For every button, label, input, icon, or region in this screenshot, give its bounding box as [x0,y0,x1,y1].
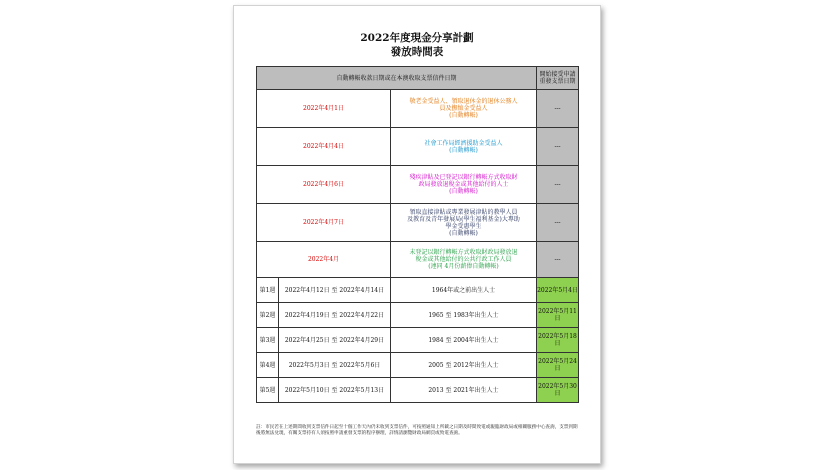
document-title: 2022年度現金分享計劃 [360,32,474,44]
group-reissue-date: --- [537,242,579,278]
group-description-line: (自動轉帳) [449,188,478,195]
group-reissue-date: --- [537,166,579,204]
week-label: 第4週 [257,353,279,378]
week-date-range: 2022年4月12日 至 2022年4月14日 [279,278,391,303]
group-description [391,90,537,128]
week-birth-years: 2013 至 2021年出生人士 [391,378,537,403]
group-date: 2022年4月1日 [257,90,391,128]
document-page [233,5,601,464]
group-row [257,90,579,128]
week-label: 第3週 [257,328,279,353]
group-description-line: 敬老金受益人、領取退休金的退休公務人 [409,98,518,105]
group-description-line: (連同 4月份薪俸自動轉帳) [428,263,499,270]
group-description-line: (自動轉帳) [449,146,478,154]
group-description [391,166,537,204]
group-description [391,242,537,278]
group-date: 2022年4月 [257,242,391,278]
week-row [257,353,579,378]
group-description-line: 領取直接津貼或專業發展津貼的教學人員 [409,208,518,216]
week-birth-years: 2005 至 2012年出生人士 [391,353,537,378]
group-description-line: 殘疾津貼及已登記以銀行轉帳方式收取財 [409,174,518,181]
week-row [257,303,579,328]
week-row [257,328,579,353]
week-label: 第2週 [257,303,279,328]
week-reissue-date: 2022年5月4日 [537,278,579,303]
week-reissue-date: 2022年5月18日 [537,328,579,353]
group-description-line: 學金受惠學生 [445,222,482,230]
week-reissue-date: 2022年5月11日 [537,303,579,328]
group-description-line: 未登記以銀行轉帳方式收取財政局發放退 [409,249,518,256]
week-row [257,378,579,403]
week-label: 第1週 [257,278,279,303]
schedule-table [256,66,579,403]
week-reissue-date: 2022年5月30日 [537,378,579,403]
group-reissue-date: --- [537,204,579,242]
week-date-range: 2022年4月25日 至 2022年4月29日 [279,328,391,353]
footnote: 註：市民若在上述期間收到支票信件日起至十個工作天內仍未收到支票信件，可按照通知上所載之日期及時間致電或親臨財政局或相關服務中心查詢，支票到期後將無法兌現，有關支票持有人須按照申請重發支票的程序辦理，詳情請瀏覽財政局網頁或致電查詢。 [256,425,578,436]
group-row [257,204,579,242]
group-date: 2022年4月4日 [257,128,391,166]
week-date-range: 2022年5月10日 至 2022年5月13日 [279,378,391,403]
week-reissue-date: 2022年5月24日 [537,353,579,378]
group-row [257,242,579,278]
group-date: 2022年4月7日 [257,204,391,242]
week-birth-years: 1984 至 2004年出生人士 [391,328,537,353]
week-label: 第5週 [257,378,279,403]
group-description [391,204,537,242]
group-description [391,128,537,166]
group-reissue-date: --- [537,90,579,128]
group-description-line: 社會工作局經濟援助金受益人 [424,139,503,147]
week-date-range: 2022年4月19日 至 2022年4月22日 [279,303,391,328]
header-reissue-date: 開始接受申請重發支票日期 [537,67,579,90]
group-date: 2022年4月6日 [257,166,391,204]
week-date-range: 2022年5月3日 至 2022年5月6日 [279,353,391,378]
week-row [257,278,579,303]
group-description-line: 政局發放退稅金或其他給付的人士 [418,181,509,188]
group-description-line: (自動轉帳) [449,112,478,119]
week-birth-years: 1964年或之前出生人士 [391,278,537,303]
group-description-line: 稅金或其他給付的公共行政工作人員 [415,256,512,263]
group-description-line: (自動轉帳) [449,229,478,237]
group-description-line: 員及撫恤金受益人 [439,105,488,112]
group-reissue-date: --- [537,128,579,166]
header-payment-date: 自動轉帳收款日期或在本澳收取支票信件日期 [257,67,537,90]
document-subtitle: 發放時間表 [390,46,444,58]
week-birth-years: 1965 至 1983年出生人士 [391,303,537,328]
group-description-line: 及教育及青年發展局(學生福利基金)大專助 [407,215,520,223]
group-row [257,166,579,204]
group-row [257,128,579,166]
